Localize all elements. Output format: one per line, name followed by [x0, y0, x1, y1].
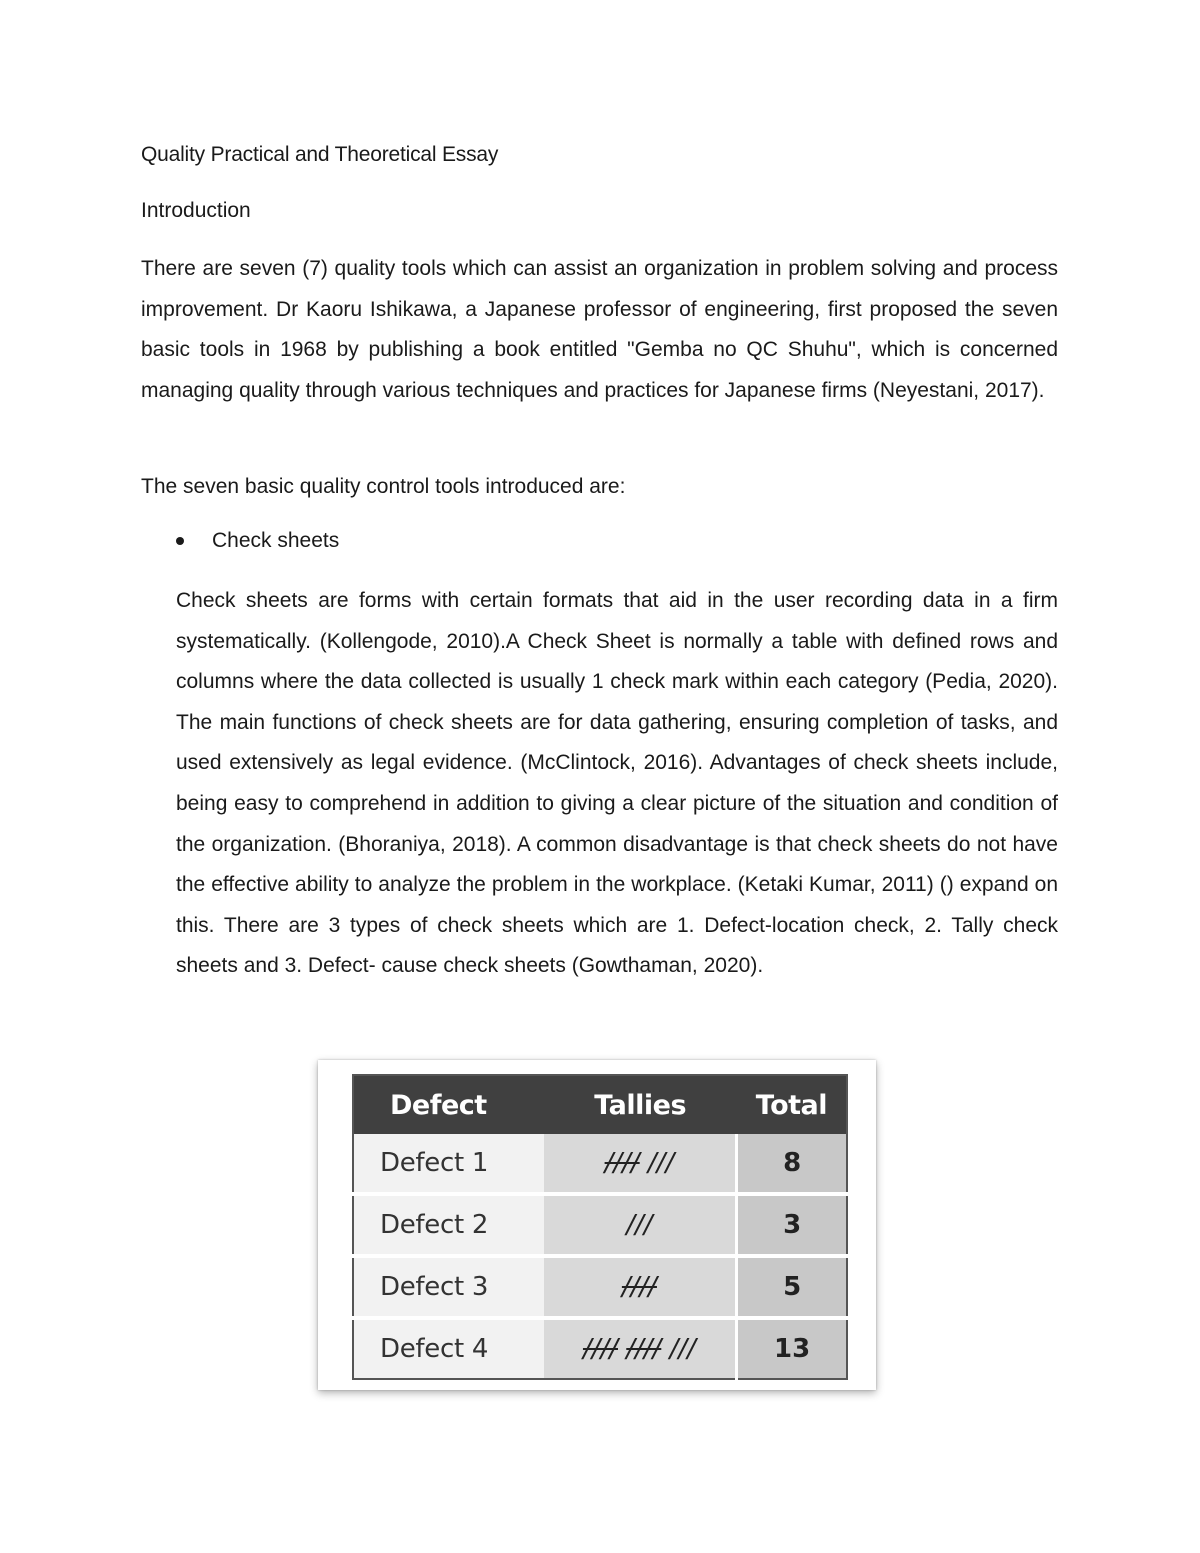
defect-cell: Defect 4: [353, 1318, 544, 1379]
defect-cell: Defect 3: [353, 1256, 544, 1318]
check-sheets-paragraph: Check sheets are forms with certain formats that aid in the user recording data in a firm systematically. (Kollengode, 2010).A Check Sheet is normally a table with defined rows and columns where the data collected is usually 1 check mark within each category (Pedia, 2020). The main functions of check sheets are for data gathering, ensuring completion of tasks, and used extensively as legal evidence. (McClintock, 2016). Advantages of check sheets include, being easy to comprehend in addition to giving a clear picture of the situation and condition of the organization. (Bhoraniya, 2018). A common disadvantage is that check sheets do not have the effective ability to analyze the problem in the workplace. (Ketaki Kumar, 2011) () expand on this. There are 3 types of check sheets which are 1. Defect-location check, 2. Tally check sheets and 3. Defect- cause check sheets (Gowthaman, 2020).: [176, 589, 1058, 978]
header-defect: Defect: [353, 1075, 544, 1134]
table-header-row: [353, 1075, 847, 1134]
total-cell: 5: [737, 1256, 847, 1318]
table-row: [353, 1134, 847, 1194]
bullet-dot-icon: [176, 537, 184, 545]
tallies-cell: [544, 1318, 737, 1379]
tally-group: ////: [582, 1334, 618, 1364]
tally-group: ////: [604, 1148, 640, 1178]
defect-cell: Defect 2: [353, 1194, 544, 1256]
intro-paragraph: There are seven (7) quality tools which can assist an organization in problem solving and process improvement. Dr Kaoru Ishikawa, a Japanese professor of engineering, first proposed the seven basic tools in 1968 by publishing a book entitled "Gemba no QC Shuhu", which is concerned managing quality through various techniques and practices for Japanese firms (Neyestani, 2017).: [141, 257, 1058, 402]
tally-group: ////: [621, 1272, 657, 1302]
tallies-cell: [544, 1134, 737, 1194]
table-row: [353, 1194, 847, 1256]
check-sheet-table: [352, 1074, 848, 1380]
header-tallies: Tallies: [544, 1075, 737, 1134]
tally-group: ///: [647, 1148, 675, 1178]
check-sheet-figure: [318, 1060, 876, 1390]
total-cell: 8: [737, 1134, 847, 1194]
tally-group: ///: [626, 1210, 653, 1240]
total-cell: 13: [737, 1318, 847, 1379]
table-row: [353, 1256, 847, 1318]
total-cell: 3: [737, 1194, 847, 1256]
tallies-cell: [544, 1194, 737, 1256]
header-total: Total: [737, 1075, 847, 1134]
bullet-item-label: Check sheets: [212, 529, 340, 552]
bullet-list-item: [176, 529, 339, 553]
document-title: Quality Practical and Theoretical Essay: [141, 143, 499, 166]
defect-cell: Defect 1: [353, 1134, 544, 1194]
tally-group: ///: [669, 1334, 696, 1364]
tally-group: ////: [626, 1334, 662, 1364]
tools-lead-paragraph: The seven basic quality control tools introduced are:: [141, 475, 626, 498]
table-row: [353, 1318, 847, 1379]
section-heading: Introduction: [141, 199, 251, 222]
tallies-cell: [544, 1256, 737, 1318]
